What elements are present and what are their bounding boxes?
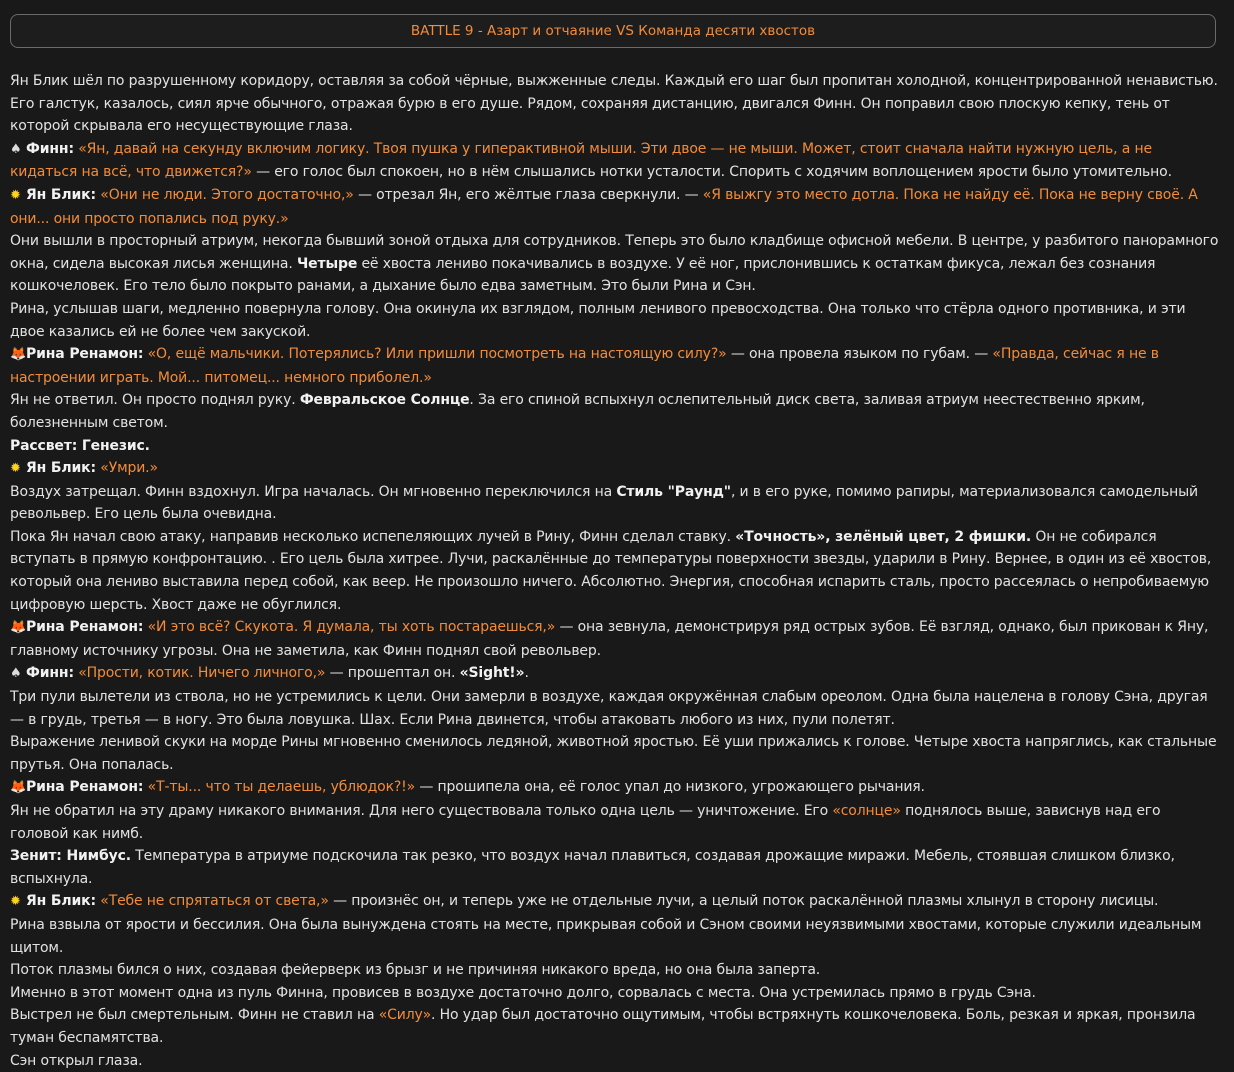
- narration-paragraph: Три пули вылетели из ствола, но не устремились к цели. Они замерли в воздухе, каждая окружённая слабым ореолом. Одна была нацелена в голову Сэна, другая — в грудь, третья — в ногу. Это была ловушка. Шах. Если Рина двинется, чтобы атаковать любого из них, пули полетят.: [10, 689, 1208, 728]
- narration-paragraph: Поток плазмы бился о них, создавая фейерверк из брызг и не причиняя никакого вреда, но она была заперта.: [10, 962, 821, 979]
- narration-paragraph: Рина, услышав шаги, медленно повернула голову. Она окинула их взглядом, полным ленивого превосходства. Она только что стёрла одного противника, и эти двое казались ей не более чем закуской.: [10, 300, 1186, 340]
- sun-icon: ✹: [10, 187, 21, 203]
- fox-icon: 🦊: [10, 347, 27, 363]
- sun-icon: ✹: [10, 894, 21, 910]
- fox-icon: 🦊: [10, 780, 27, 796]
- dialogue-line-yan: ✹ Ян Блик: «Они не люди. Этого достаточно,» — отрезал Ян, его жёлтые глаза сверкнули. — «Я выжгу это место дотла. Пока не найду её. Пока не верну своё. А они... они просто попались под руку.»: [10, 186, 1198, 227]
- narration-paragraph: Рина взвыла от ярости и бессилия. Она была вынуждена стоять на месте, прикрывая собой и Сэном своими неуязвимыми хвостами, которые служили идеальным щитом.: [10, 916, 1202, 956]
- narration-paragraph: Сэн открыл глаза.: [10, 1052, 143, 1069]
- story-text: [10, 70, 1222, 1072]
- dialogue-line-rina: 🦊Рина Ренамон: «О, ещё мальчики. Потерялись? Или пришли посмотреть на настоящую силу?» — она провела языком по губам. — «Правда, сейчас я не в настроении играть. Мой... питомец... немного приболел.»: [10, 346, 1159, 386]
- narration-paragraph: Зенит: Нимбус. Температура в атриуме подскочила так резко, что воздух начал плавиться, создавая дрожащие миражи. Мебель, стоявшая слишком близко, вспыхнула.: [10, 848, 1175, 887]
- spade-icon: ♠: [10, 666, 22, 682]
- spade-icon: ♠: [10, 141, 22, 157]
- dialogue-line-yan: ✹ Ян Блик: «Умри.»: [10, 457, 1222, 481]
- narration-paragraph: Воздух затрещал. Финн вздохнул. Игра началась. Он мгновенно переключился на Стиль "Раунд", и в его руке, помимо рапиры, материализовался самодельный револьвер. Его цель была очевидна.: [10, 483, 1198, 523]
- dialogue-line-finn: ♠ Финн: «Прости, котик. Ничего личного,» — прошептал он. «Sight!».: [10, 662, 1222, 686]
- dialogue-line-finn: ♠ Финн: «Ян, давай на секунду включим логику. Твоя пушка у гиперактивной мыши. Эти двое — не мыши. Может, стоит сначала найти нужную цель, а не кидаться на всё, что движется?» — его голос был спокоен, но в нём слышались нотки усталости. Спорить с ходячим воплощением ярости было утомительно.: [10, 140, 1172, 181]
- narration-paragraph: Выражение ленивой скуки на морде Рины мгновенно сменилось ледяной, животной яростью. Её уши прижались к голове. Четыре хвоста напряглись, как стальные прутья. Она попалась.: [10, 734, 1217, 773]
- fox-icon: 🦊: [10, 620, 27, 636]
- narration-paragraph: Ян не обратил на эту драму никакого внимания. Для него существовала только одна цель — уничтожение. Его «солнце» поднялось выше, зависнув над его головой как нимб.: [10, 803, 1161, 842]
- dialogue-line-rina: 🦊Рина Ренамон: «Т-ты... что ты делаешь, ублюдок?!» — прошипела она, её голос упал до низкого, угрожающего рычания.: [10, 776, 1222, 800]
- dialogue-line-yan: ✹ Ян Блик: «Тебе не спрятаться от света,» — произнёс он, и теперь уже не отдельные лучи, а целый поток раскалённой плазмы хлынул в сторону лисицы.: [10, 890, 1222, 914]
- narration-paragraph: Пока Ян начал свою атаку, направив несколько испепеляющих лучей в Рину, Финн сделал ставку. «Точность», зелёный цвет, 2 фишки. Он не собирался вступать в прямую конфронтацию. . Его цель была хитрее. Лучи, раскалённые до температуры поверхности звезды, ударили в Рину. Вернее, в один из её хвостов, который она лениво выставила перед собой, как веер. Не произошло ничего. Абсолютно. Энергия, способная испарить сталь, просто рассеялась о непробиваемую цифровую шерсть. Хвост даже не обуглился.: [10, 528, 1212, 613]
- sun-icon: ✹: [10, 461, 21, 477]
- technique-name: Рассвет: Генезис.: [10, 437, 150, 454]
- narration-paragraph: Ян Блик шёл по разрушенному коридору, оставляя за собой чёрные, выжженные следы. Каждый его шаг был пропитан холодной, концентрированной ненавистью. Его галстук, казалось, сиял ярче обычного, отражая бурю в его душе. Рядом, сохраняя дистанцию, двигался Финн. Он поправил свою плоскую кепку, тень от которой скрывала его несуществующие глаза.: [10, 73, 1218, 135]
- narration-paragraph: Выстрел не был смертельным. Финн не ставил на «Силу». Но удар был достаточно ощутимым, чтобы встряхнуть кошкочеловека. Боль, резкая и яркая, пронзила туман беспамятства.: [10, 1007, 1196, 1046]
- battle-title: BATTLE 9 - Азарт и отчаяние VS Команда десяти хвостов: [410, 23, 816, 39]
- narration-paragraph: Они вышли в просторный атриум, некогда бывший зоной отдыха для сотрудников. Теперь это было кладбище офисной мебели. В центре, у разбитого панорамного окна, сидела высокая лисья женщина. Четыре её хвоста лениво покачивались в воздухе. У её ног, прислонившись к остаткам фикуса, лежал без сознания кошкочеловек. Его тело было покрыто ранами, а дыхание было едва заметным. Это были Рина и Сэн.: [10, 233, 1219, 295]
- dialogue-line-rina: 🦊Рина Ренамон: «И это всё? Скукота. Я думала, ты хоть постараешься,» — она зевнула, демонстрируя ряд острых зубов. Её взгляд, однако, был прикован к Яну, главному источнику угрозы. Она не заметила, как Финн поднял свой револьвер.: [10, 619, 1209, 659]
- narration-paragraph: Ян не ответил. Он просто поднял руку. Февральское Солнце. За его спиной вспыхнул ослепительный диск света, заливая атриум неестественно ярким, болезненным светом.: [10, 392, 1145, 431]
- narration-paragraph: Именно в этот момент одна из пуль Финна, провисев в воздухе достаточно долго, сорвалась с места. Она устремилась прямо в грудь Сэна.: [10, 984, 1036, 1001]
- battle-title-bar: [10, 14, 1216, 48]
